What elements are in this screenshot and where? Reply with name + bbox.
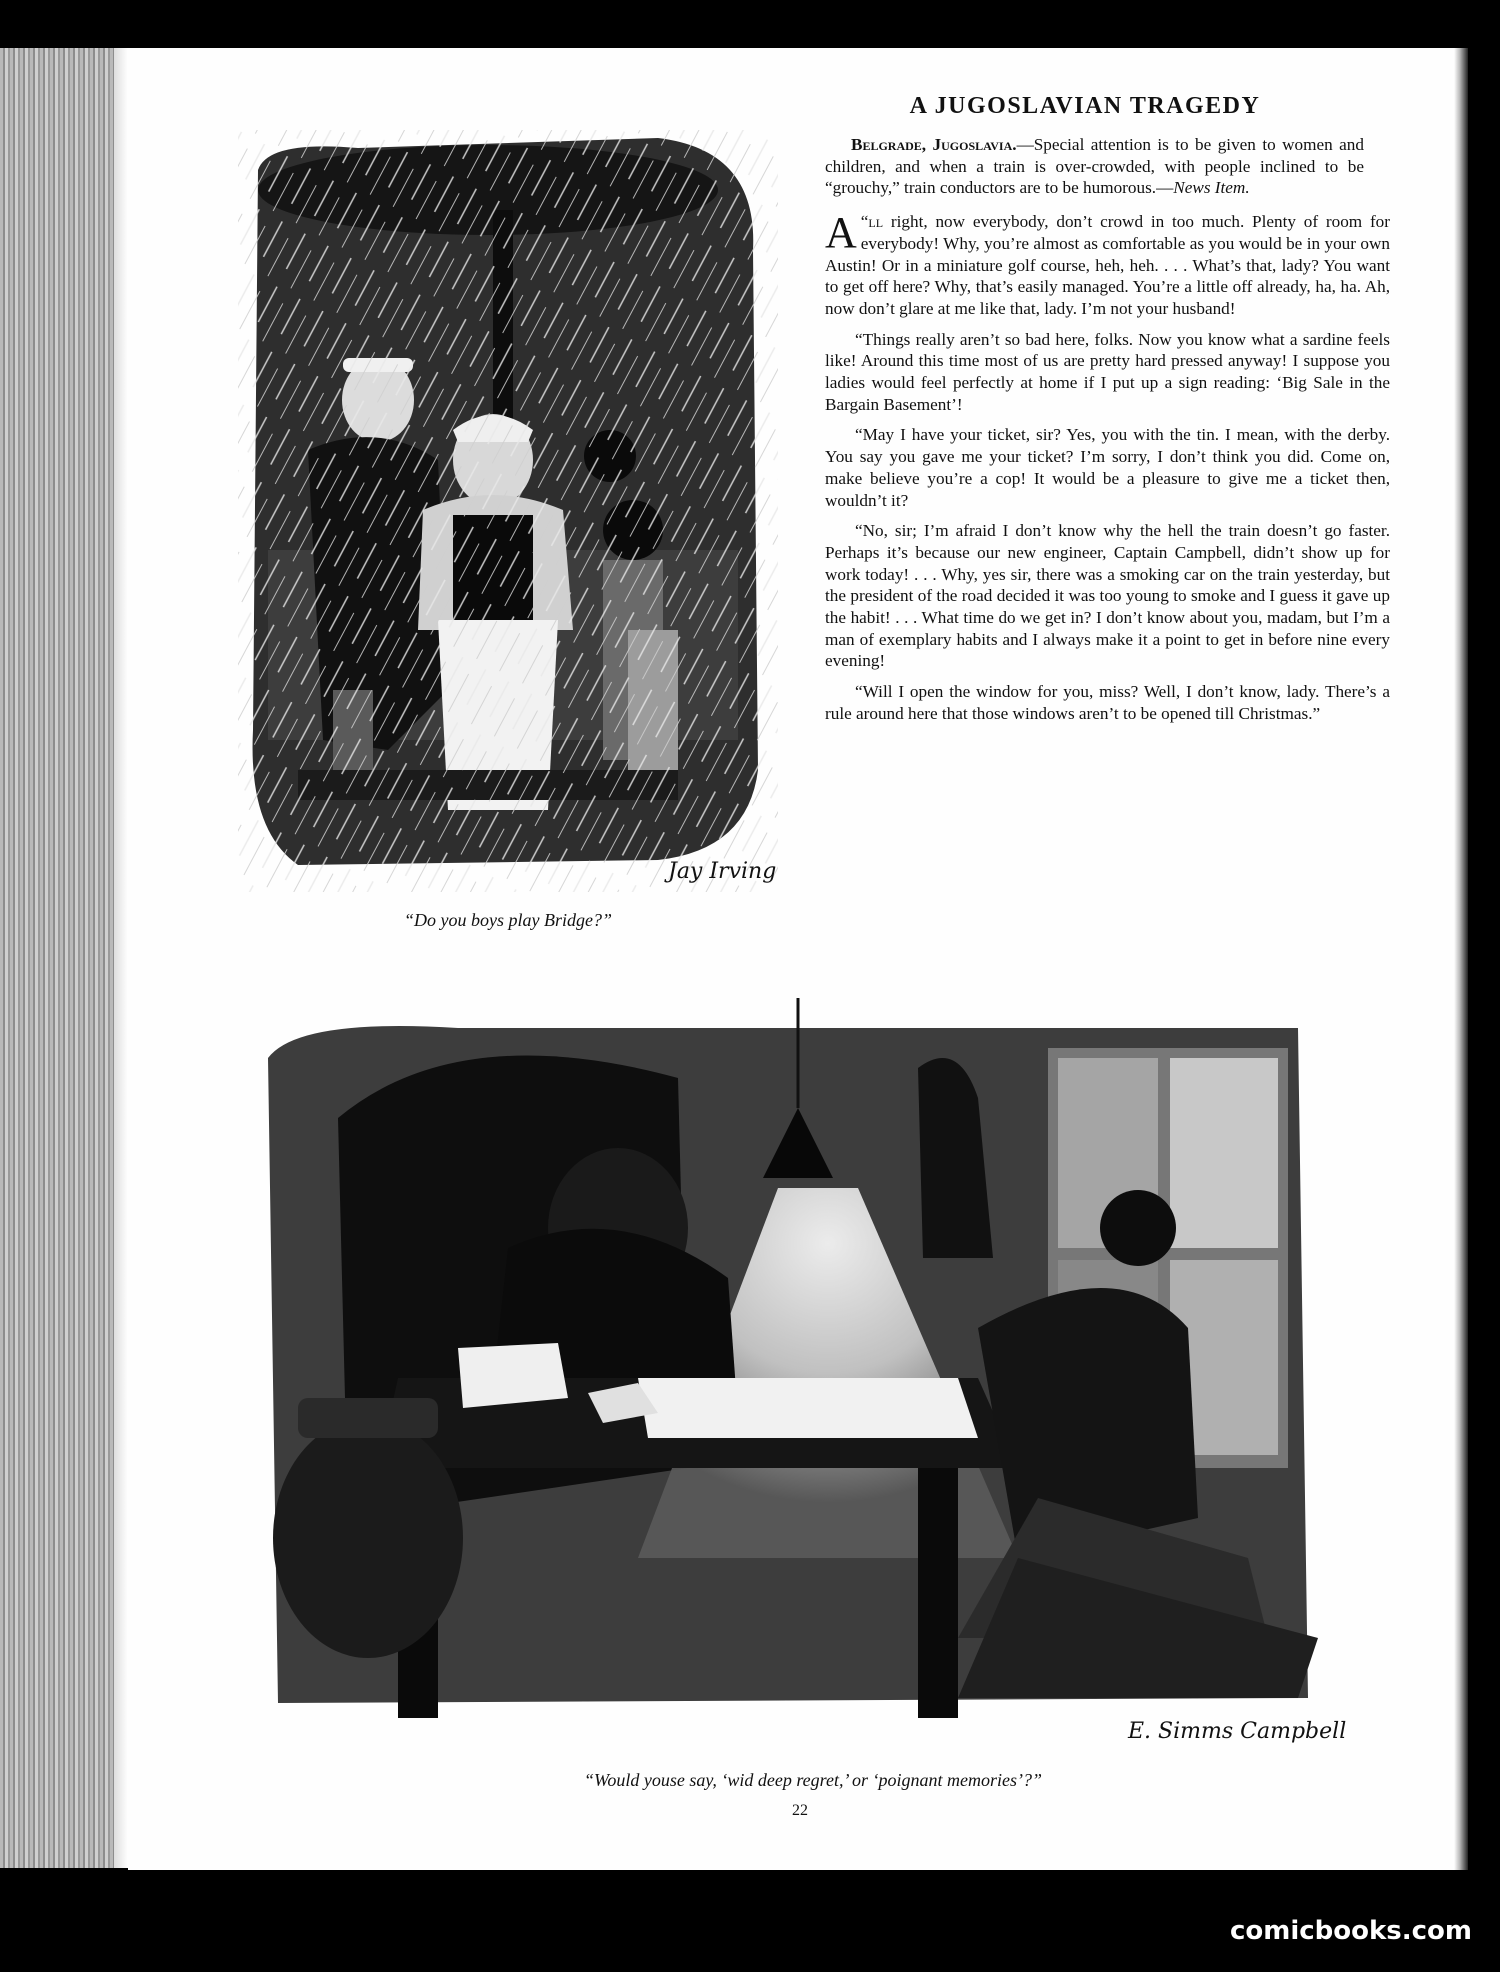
lead-text: —Special attention is to be given to women and children, and when a train is over-crowded, with people inclined to be “grouchy,” train conductors are to be humorous.— bbox=[825, 135, 1364, 198]
dateline: Belgrade, Jugoslavia. bbox=[851, 135, 1017, 154]
cartoon-bottom-signature: E. Simms Campbell bbox=[1128, 1719, 1347, 1744]
article-paragraph: “ A ll right, now everybody, don’t crowd in too much. Plenty of room for everybody! Why, you’re almost as comfortable as you would be in your own Austin! Or in a miniature golf course, heh, heh. . . . What’s that, lady? You want to get off here? Why, that’s easily managed. You’re a little off already, ha, ha. Ah, now don’t glare at me like that, lady. I’m not your husband! bbox=[825, 208, 1390, 318]
cartoon-rain-illustration bbox=[238, 130, 778, 892]
book-spine-right bbox=[1454, 48, 1468, 1870]
drop-cap: A bbox=[825, 208, 857, 258]
cartoon-bottom-caption: “Would youse say, ‘wid deep regret,’ or ‘poignant memories’?” bbox=[584, 1770, 1042, 1790]
lead-source: News Item. bbox=[1173, 178, 1250, 198]
watermark: comicbooks.com bbox=[1229, 1916, 1472, 1946]
article-body bbox=[825, 134, 1390, 734]
article-paragraph: “Things really aren’t so bad here, folks. Now you know what a sardine feels like! Around this time most of us are pretty hard pressed anyway! I suppose you ladies would feel perfectly at home if I put up a sign reading: ‘Big Sale in the Bargain Basement’! bbox=[825, 329, 1390, 414]
book-page-edges bbox=[0, 48, 128, 1868]
first-word-smallcaps: ll bbox=[868, 212, 884, 232]
cartoon-top-signature: Jay Irving bbox=[668, 859, 777, 884]
cartoon-top-caption: “Do you boys play Bridge?” bbox=[404, 910, 612, 930]
article-paragraph: “May I have your ticket, sir? Yes, you with the tin. I mean, with the derby. You say you gave me your ticket? I’m sorry, I don’t think you did. Come on, make believe you’re a cop! It would be a pleasure to give me a ticket then, wouldn’t it? bbox=[825, 425, 1390, 510]
article-paragraph: “No, sir; I’m afraid I don’t know why the hell the train doesn’t go faster. Perhaps it’s because our new engineer, Captain Campbell, didn’t show up for work today! . . . Why, yes sir, there was a smoking car on the train yesterday, but the president of the road decided it was too young to smoke and I guess it gave up the habit! . . . What time do we get in? I don’t know about you, madam, but I’m a man of exemplary habits and I always make it a point to get in before nine every evening! bbox=[825, 521, 1390, 671]
article-title: A JUGOSLAVIAN TRAGEDY bbox=[909, 93, 1261, 119]
first-paragraph-text: right, now everybody, don’t crowd in too much. Plenty of room for everybody! Why, you’re almost as comfortable as you would be in your own Austin! Or in a miniature golf course, heh, heh. . . . What’s that, lady? You want to get off here? Why, that’s easily managed. You’re a little off already, ha, ha. Ah, now don’t glare at me like that, lady. I’m not your husband! bbox=[825, 212, 1390, 318]
article-paragraph: “Will I open the window for you, miss? Well, I don’t know, lady. There’s a rule around here that those windows aren’t to be opened till Christmas.” bbox=[825, 682, 1390, 723]
cartoon-desk-illustration bbox=[258, 998, 1368, 1798]
page-number: 22 bbox=[792, 1802, 808, 1819]
article-lead bbox=[825, 134, 1390, 199]
